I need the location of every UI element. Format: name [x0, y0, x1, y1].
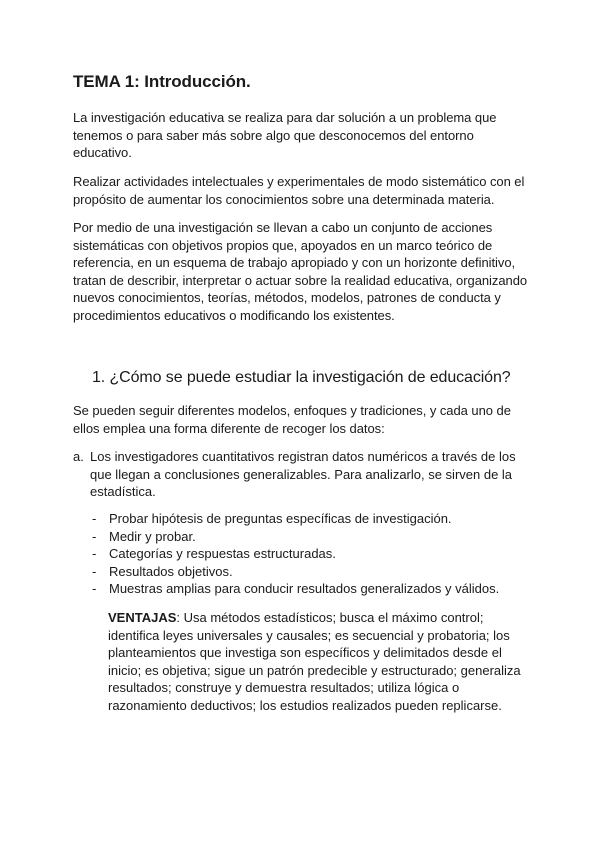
list-item-text: Los investigadores cuantitativos registran datos numéricos a través de los que llegan a conclusiones generalizables. Para analizarlo, se sirven de la estadística. — [90, 449, 516, 499]
ventajas-label: VENTAJAS — [108, 610, 177, 625]
bullet-text: Muestras amplias para conducir resultados generalizados y válidos. — [109, 581, 500, 596]
bullet-marker: - — [92, 546, 97, 561]
bullet-text: Medir y probar. — [109, 528, 196, 544]
intro-paragraph-3: Por medio de una investigación se llevan a cabo un conjunto de acciones sistemáticas con objetivos propios que, apoyados en un marco teórico de referencia, en un esquema de trabajo apropiado y con un horizonte definitivo, tratan de describir, interpretar o actuar sobre la realidad educativa, organizando nuevos conocimientos, teorías, métodos, modelos, patrones de conducta y procedimientos educativos o modificando los existentes. — [73, 220, 528, 323]
ventajas-paragraph — [108, 609, 533, 714]
bullet-list — [92, 510, 532, 598]
list-item-a — [73, 448, 533, 501]
page-title: TEMA 1: Introducción. — [73, 72, 251, 91]
list-marker: a. — [73, 449, 84, 464]
bullet-marker: - — [92, 528, 97, 544]
bullet-text: Resultados objetivos. — [109, 563, 233, 579]
section-heading: 1. ¿Cómo se puede estudiar la investigación de educación? — [92, 369, 511, 386]
bullet-item — [92, 545, 532, 563]
bullet-item — [92, 528, 532, 546]
section-intro-paragraph: Se pueden seguir diferentes modelos, enfoques y tradiciones, y cada uno de ellos emplea una forma diferente de recoger los datos: — [73, 403, 511, 436]
bullet-marker: - — [92, 581, 97, 596]
intro-paragraph-2: Realizar actividades intelectuales y experimentales de modo sistemático con el propósito de aumentar los conocimientos sobre una determinada materia. — [73, 174, 525, 207]
bullet-text: Probar hipótesis de preguntas específicas de investigación. — [109, 511, 452, 526]
bullet-item — [92, 563, 532, 581]
bullet-item — [92, 580, 532, 598]
bullet-text: Categorías y respuestas estructuradas. — [109, 546, 336, 561]
bullet-marker: - — [92, 563, 97, 579]
ventajas-text: : Usa métodos estadísticos; busca el máximo control; identifica leyes universales y causales; es secuencial y probatoria; los planteamientos que investiga son específicos y delimitados desde el inicio; es objetiva; sigue un patrón predecible y estructurado; generaliza resultados; construye y demuestra resultados; utiliza lógica o razonamiento deductivos; los estudios realizados pueden replicarse. — [108, 610, 521, 713]
intro-paragraph-1: La investigación educativa se realiza para dar solución a un problema que tenemos o para saber más sobre algo que desconocemos del entorno educativo. — [73, 110, 497, 160]
bullet-marker: - — [92, 511, 97, 526]
bullet-item — [92, 510, 532, 528]
